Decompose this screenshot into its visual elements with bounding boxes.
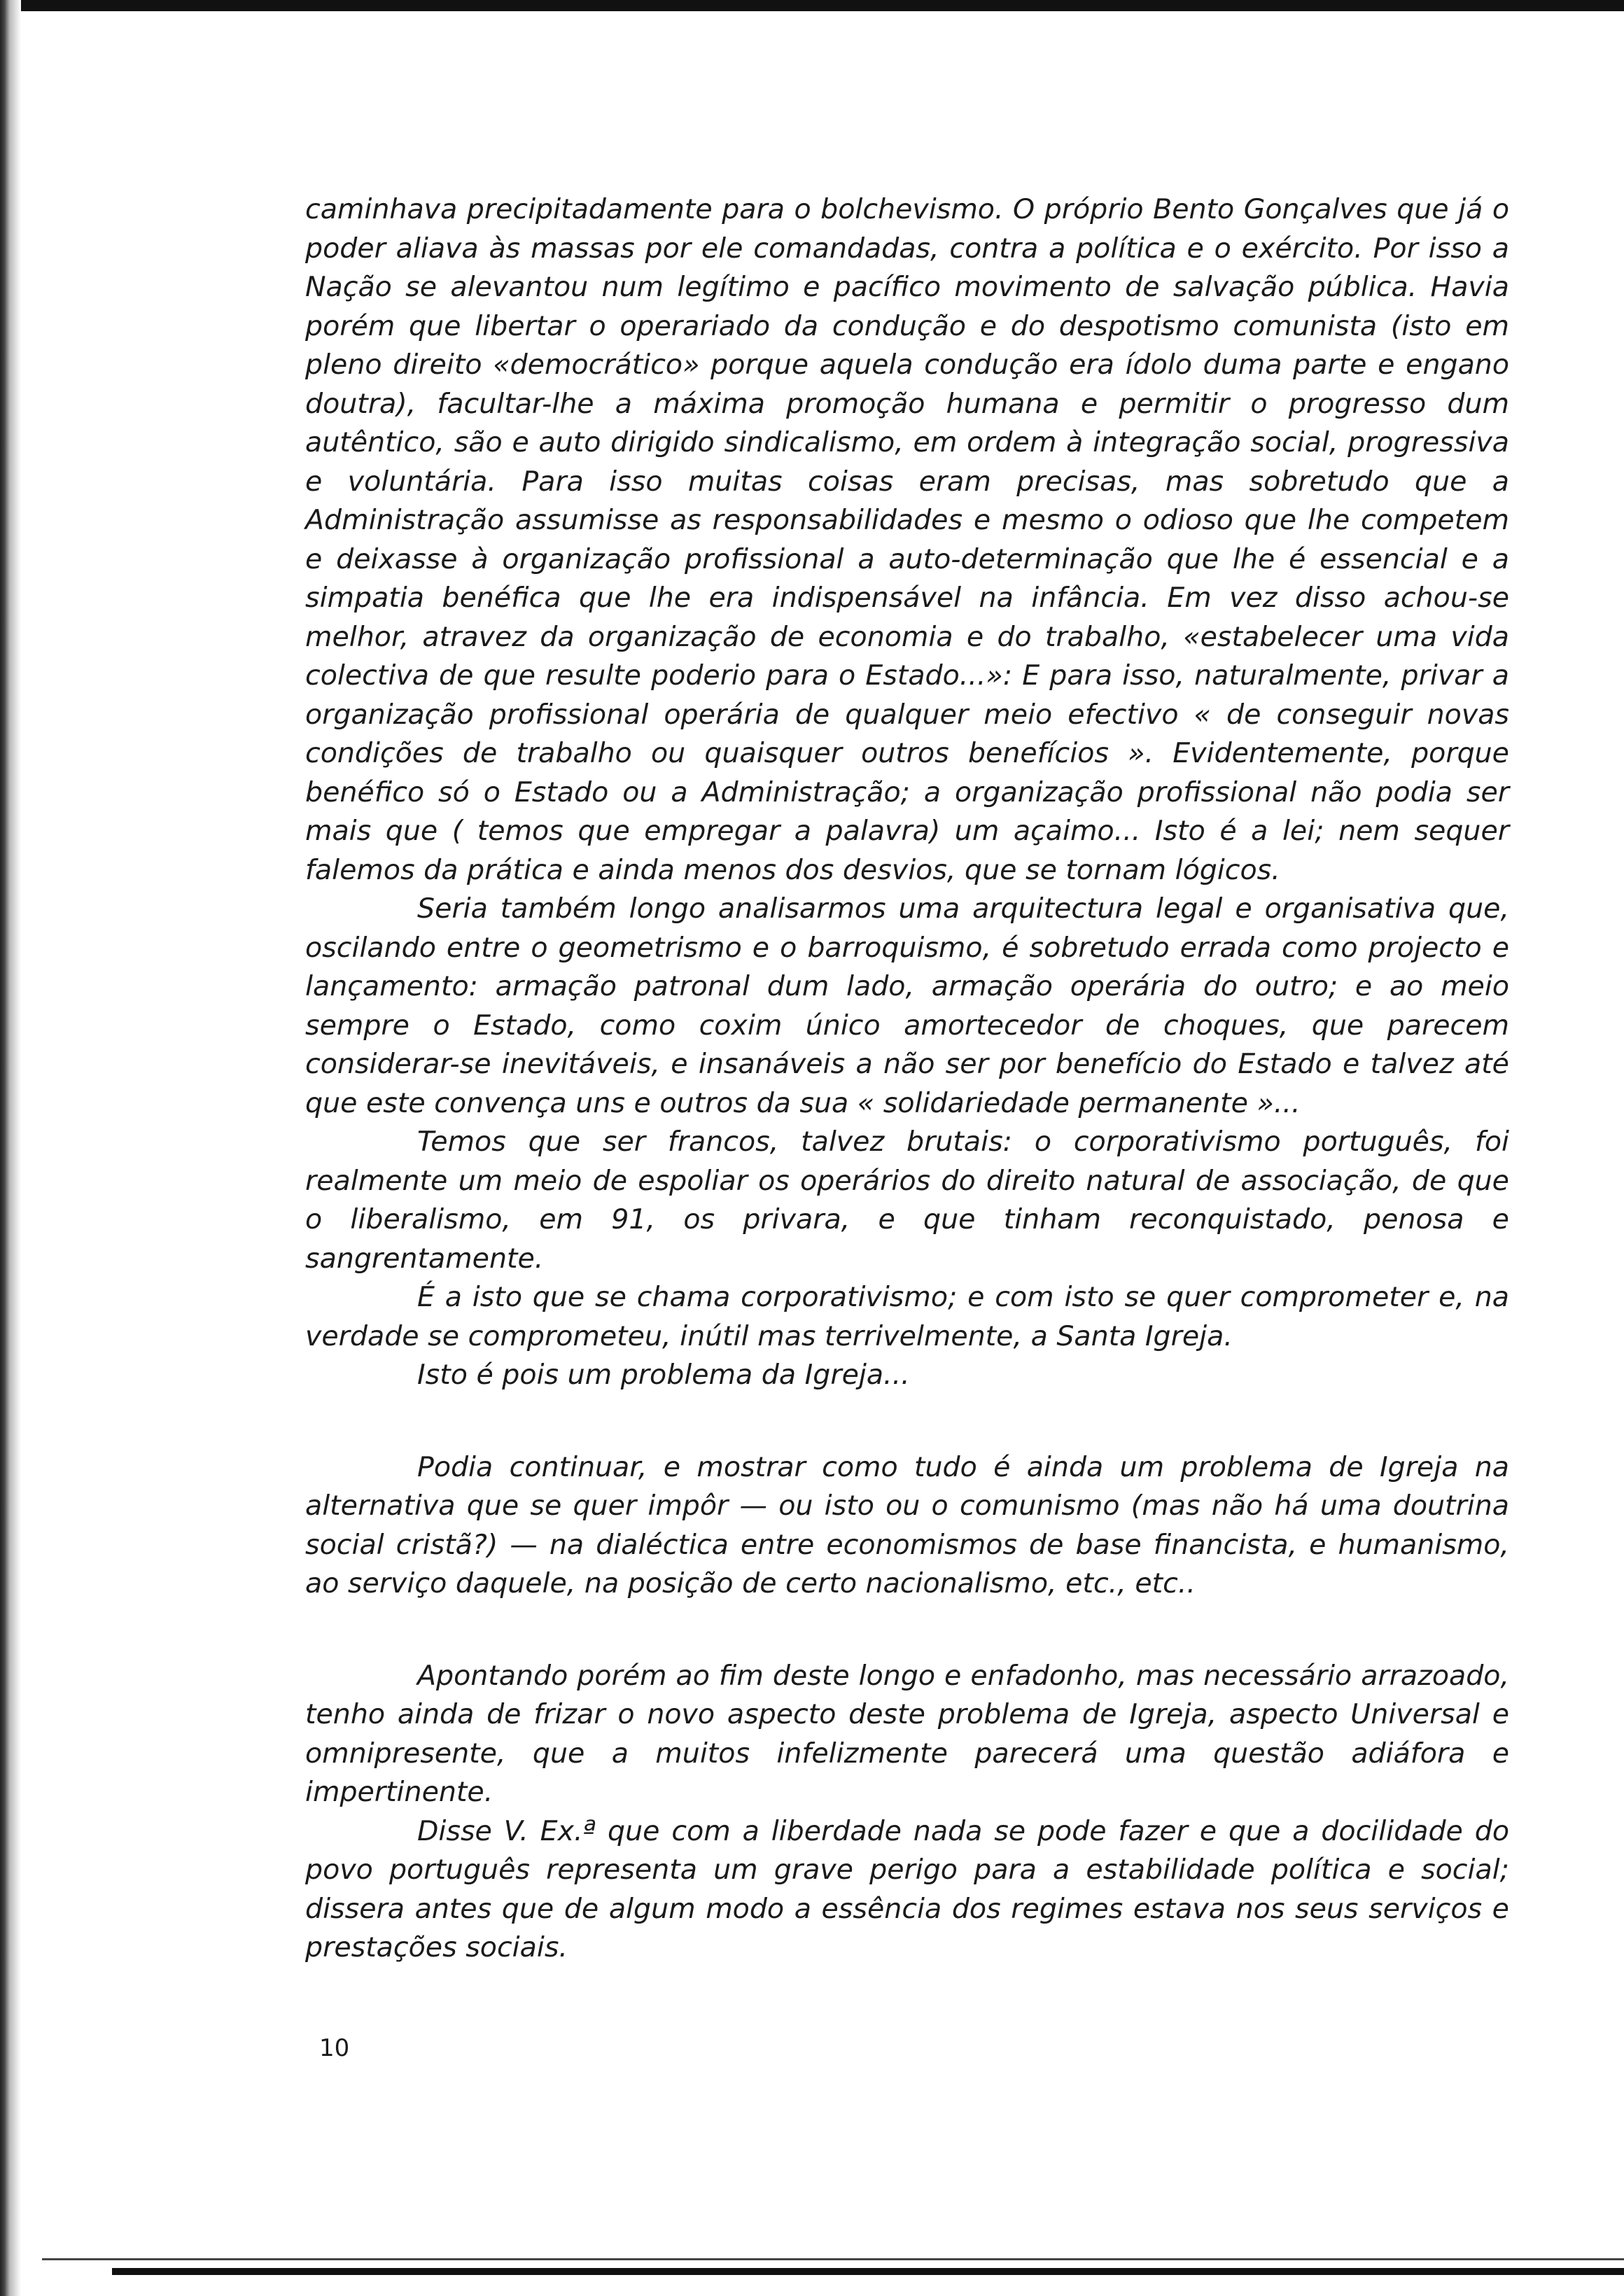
paragraph-3: Temos que ser francos, talvez brutais: o corporativismo português, foi realmente um meio de espoliar os operários do direito natural de associação, de que o liberalismo, em 91, os privara, e que tinham reconquistado, penosa e sangrentamente. bbox=[305, 1126, 1509, 1275]
scan-edge-top bbox=[0, 0, 1624, 11]
paragraph-8: Disse V. Ex.ª que com a liberdade nada se pode fazer e que a docilidade do povo português representa um grave perigo para a estabilidade política e social; dissera antes que de algum modo a essência dos regimes estava nos seus serviços e prestações sociais. bbox=[305, 1814, 1509, 1963]
paragraph-6: Podia continuar, e mostrar como tudo é ainda um problema de Igreja na alternativa que se quer impôr — ou isto ou o comunismo (mas não há uma doutrina social cristã?) — na dialéctica entre economismos de base financista, e humanismo, ao serviço daquele, na posição de certo nacionalismo, etc., etc.. bbox=[305, 1450, 1509, 1600]
paragraph-1: caminhava precipitadamente para o bolchevismo. O próprio Bento Gonçalves que já o poder aliava às massas por ele comandadas, contra a política e o exército. Por isso a Nação se alevantou num legítimo e pacífico movimento de salvação pública. Havia porém que libertar o operariado da condução e do despotismo comunista (isto em pleno direito «democrático» porque aquela condução era ídolo duma parte e engano doutra), facultar-lhe a máxima promoção humana e permitir o progresso dum autêntico, são e auto dirigido sindicalismo, em ordem à integração social, progressiva e voluntária. Para isso muitas coisas eram precisas, mas sobretudo que a Administração assumisse as responsabilidades e mesmo o odioso que lhe competem e deixasse à organização profissional a auto-determinação que lhe é essencial e a simpatia benéfica que lhe era indispensável na infância. Em vez disso achou-se melhor, atravez da organização de economia e do trabalho, «estabelecer uma vida colectiva de que resulte poderio para o Estado...»: E para isso, naturalmente, privar a organização profissional operária de qualquer meio efectivo « de conseguir novas condições de trabalho ou quaisquer outros benefícios ». Evidentemente, porque benéfico só o Estado ou a Administração; a organização profissional não podia ser mais que ( temos que empregar a palavra) um açaimo... Isto é a lei; nem sequer falemos da prática e ainda menos dos desvios, que se tornam lógicos. bbox=[305, 193, 1509, 886]
paragraph-2: Seria também longo analisarmos uma arquitectura legal e organisativa que, oscilando entre o geometrismo e o barroquismo, é sobretudo errada como projecto e lançamento: armação patronal dum lado, armação operária do outro; e ao meio sempre o Estado, como coxim único amortecedor de choques, que parecem considerar-se inevitáveis, e insanáveis a não ser por benefício do Estado e talvez até que este convença uns e outros da sua « solidariedade permanente »... bbox=[305, 892, 1509, 1119]
scan-edge-left bbox=[0, 0, 21, 2296]
page-number: 10 bbox=[319, 2034, 350, 2062]
paragraph-4: É a isto que se chama corporativismo; e com isto se quer comprometer e, na verdade se comprometeu, inútil mas terrivelmente, a Santa Igreja. bbox=[305, 1281, 1509, 1352]
paragraph-5: Isto é pois um problema da Igreja... bbox=[417, 1359, 910, 1391]
scan-edge-bottom bbox=[112, 2268, 1624, 2275]
page-body bbox=[305, 190, 1509, 1968]
paragraph-7: Apontando porém ao fim deste longo e enfadonho, mas necessário arrazoado, tenho ainda de frizar o novo aspecto deste problema de Igreja, aspecto Universal e omnipresente, que a muitos infelizmente parecerá uma questão adiáfora e impertinente. bbox=[305, 1659, 1509, 1808]
scan-edge-bottom-line bbox=[42, 2258, 1624, 2260]
